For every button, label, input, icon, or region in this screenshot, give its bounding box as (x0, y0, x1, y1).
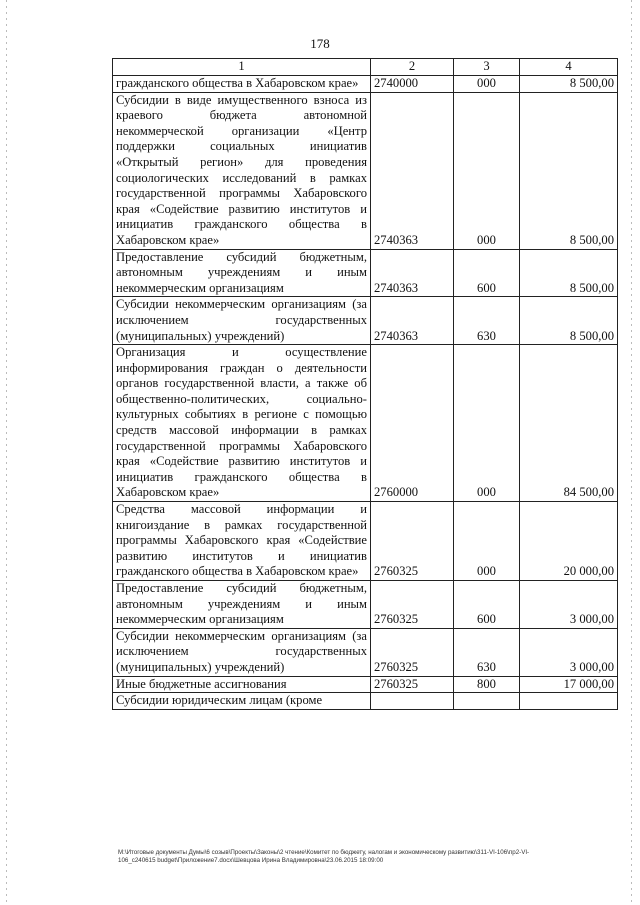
row-code: 2740000 (371, 76, 454, 93)
table-row (113, 676, 618, 693)
row-amount: 84 500,00 (520, 345, 618, 502)
row-type: 630 (454, 628, 520, 676)
row-amount: 20 000,00 (520, 502, 618, 581)
table-row (113, 502, 618, 581)
row-amount: 3 000,00 (520, 581, 618, 629)
row-name: Субсидии некоммерческим организациям (за исключением государственных (муниципальных) учреждений) (113, 628, 371, 676)
table-row (113, 297, 618, 345)
row-amount (520, 693, 618, 710)
row-name: Субсидии юридическим лицам (кроме (113, 693, 371, 710)
table-row (113, 345, 618, 502)
left-edge-scan-mark (6, 0, 7, 905)
row-type: 600 (454, 249, 520, 297)
row-code: 2740363 (371, 92, 454, 249)
header-cell-2: 2 (371, 59, 454, 76)
row-code: 2760325 (371, 581, 454, 629)
row-name: Предоставление субсидий бюджетным, автономным учреждениям и иным некоммерческим организациям (113, 581, 371, 629)
footer-line-1: M:\Итоговые документы Думы\6 созыв\Проекты\Законы\2 чтение\Комитет по бюджету, налогам и экономическому развитию\311-VI-106\пр2-VI- (118, 849, 530, 856)
row-type: 000 (454, 92, 520, 249)
row-amount: 8 500,00 (520, 249, 618, 297)
row-amount: 8 500,00 (520, 92, 618, 249)
right-edge-scan-mark (631, 0, 632, 905)
row-type: 600 (454, 581, 520, 629)
table-row (113, 249, 618, 297)
row-type (454, 693, 520, 710)
document-path-footer (118, 849, 618, 865)
table-row (113, 581, 618, 629)
budget-table (112, 58, 618, 710)
row-code: 2760325 (371, 628, 454, 676)
row-amount: 8 500,00 (520, 297, 618, 345)
table-row (113, 76, 618, 93)
table-row (113, 693, 618, 710)
row-amount: 3 000,00 (520, 628, 618, 676)
row-name: Субсидии некоммерческим организациям (за исключением государственных (муниципальных) учреждений) (113, 297, 371, 345)
row-name: Субсидии в виде имущественного взноса из краевого бюджета автономной некоммерческой организации «Центр поддержки социальных инициатив «Открытый регион» для проведения социологических исследований в рамках государственной программы Хабаровского края «Содействие развитию институтов и инициатив гражданского общества в Хабаровском крае» (113, 92, 371, 249)
table-row (113, 92, 618, 249)
row-code: 2760325 (371, 676, 454, 693)
row-type: 800 (454, 676, 520, 693)
header-cell-1: 1 (113, 59, 371, 76)
table-row (113, 628, 618, 676)
row-name: Иные бюджетные ассигнования (113, 676, 371, 693)
footer-line-2: 106_с240615 budget\Приложение7.docx\Шевцова Ирина Владимировна\23.06.2015 18:09:00 (118, 857, 384, 864)
row-name: Организация и осуществление информирования граждан о деятельности органов государственной власти, а также об общественно-политических, социально-культурных событиях в регионе с помощью средств массовой информации в рамках государственной программы Хабаровского края «Содействие развитию институтов и инициатив гражданского общества в Хабаровском крае» (113, 345, 371, 502)
row-amount: 8 500,00 (520, 76, 618, 93)
row-code (371, 693, 454, 710)
row-code: 2760000 (371, 345, 454, 502)
row-type: 630 (454, 297, 520, 345)
table-header-row (113, 59, 618, 76)
header-cell-4: 4 (520, 59, 618, 76)
row-code: 2740363 (371, 249, 454, 297)
row-name: гражданского общества в Хабаровском крае» (113, 76, 371, 93)
header-cell-3: 3 (454, 59, 520, 76)
row-name: Средства массовой информации и книгоиздание в рамках государственной программы Хабаровского края «Содействие развитию институтов и инициатив гражданского общества в Хабаровском крае» (113, 502, 371, 581)
row-name: Предоставление субсидий бюджетным, автономным учреждениям и иным некоммерческим организациям (113, 249, 371, 297)
row-type: 000 (454, 502, 520, 581)
row-amount: 17 000,00 (520, 676, 618, 693)
row-code: 2760325 (371, 502, 454, 581)
page-number: 178 (310, 36, 330, 51)
row-type: 000 (454, 76, 520, 93)
row-code: 2740363 (371, 297, 454, 345)
row-type: 000 (454, 345, 520, 502)
